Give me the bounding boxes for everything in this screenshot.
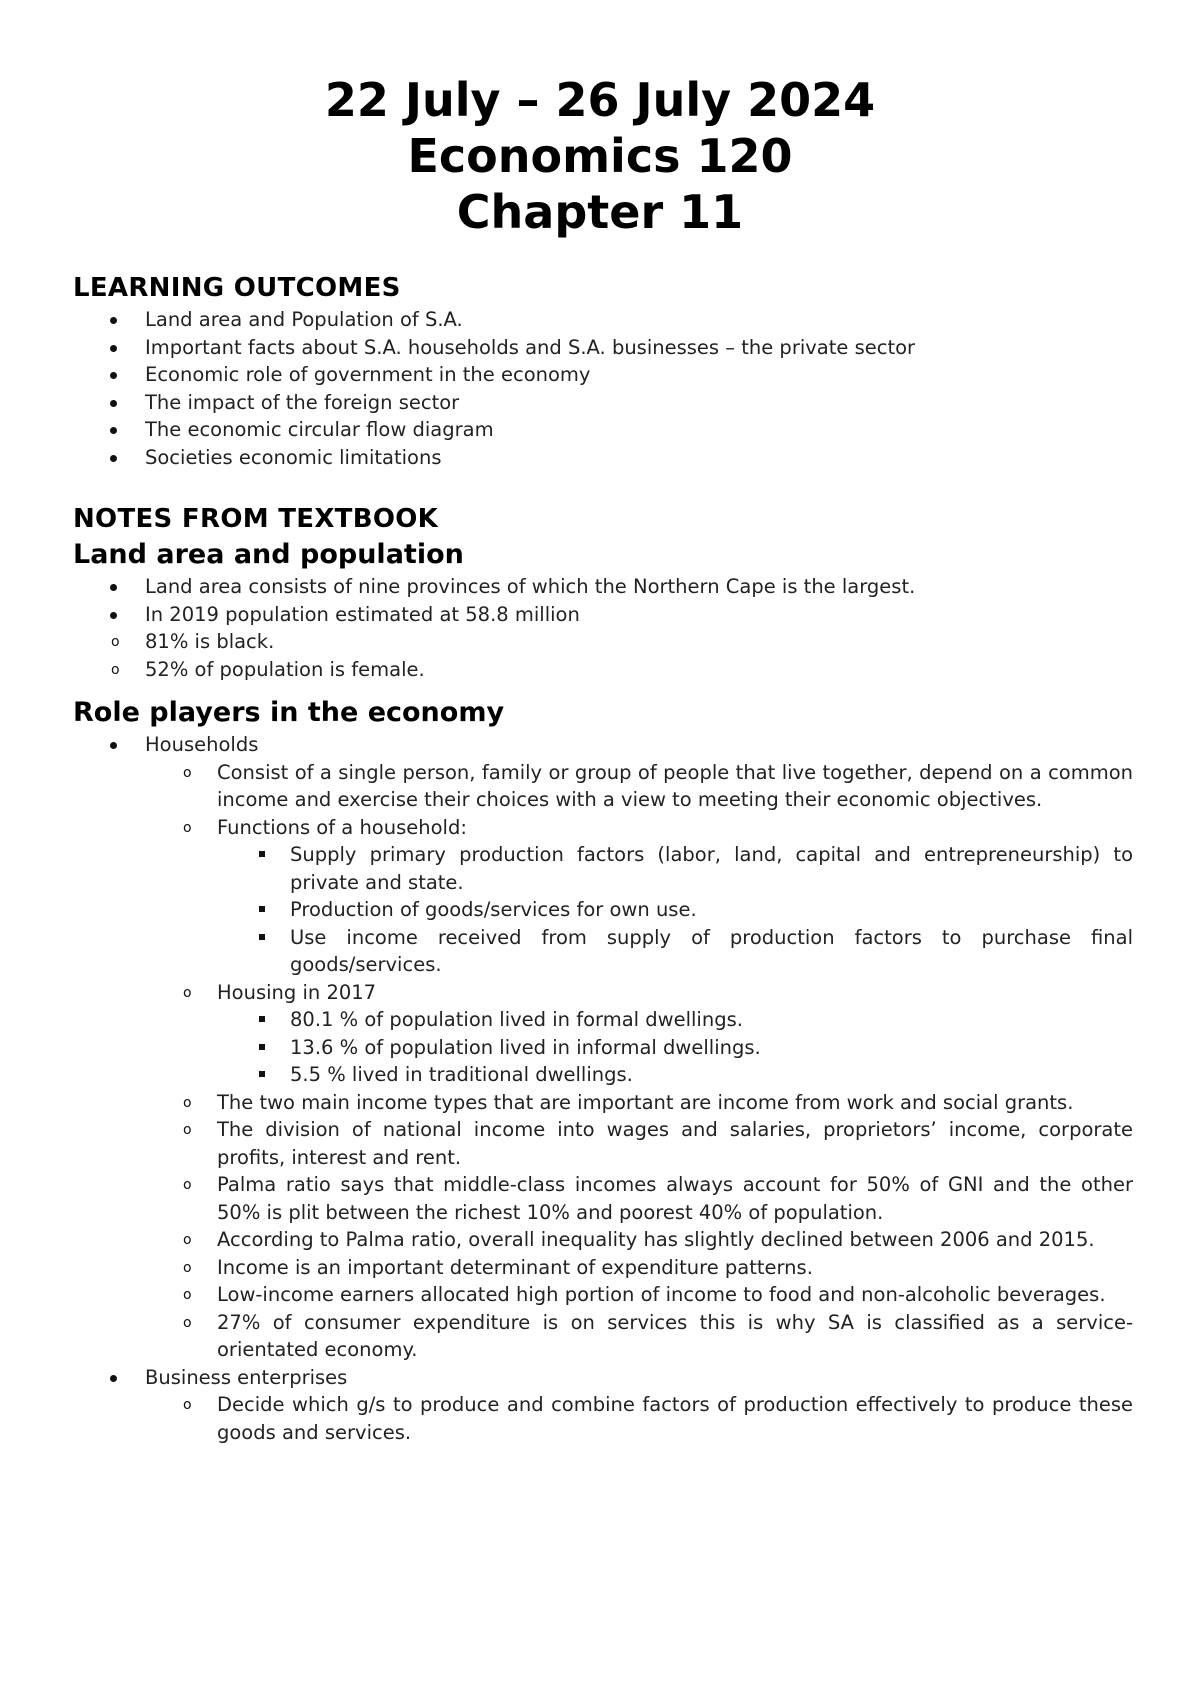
list-item-text: In 2019 population estimated at 58.8 million xyxy=(145,602,580,626)
learning-outcomes-list xyxy=(73,306,1133,471)
sub-sub-list-item: 5.5 % lived in traditional dwellings. xyxy=(217,1061,1133,1089)
title-course: Economics 120 xyxy=(407,129,793,183)
sub-list-item: o The two main income types that are important are income from work and social grants. xyxy=(145,1089,1133,1117)
sub-list-item: o Palma ratio says that middle-class incomes always account for 50% of GNI and the other 50% is plit between the richest 10% and poorest 40% of population. xyxy=(145,1171,1133,1226)
sub-list-item: o Income is an important determinant of expenditure patterns. xyxy=(145,1254,1133,1282)
list-item-text: Households xyxy=(145,733,259,756)
list-item xyxy=(73,573,1133,601)
list-item: Societies economic limitations xyxy=(73,444,1133,472)
sub-list-item: o According to Palma ratio, overall inequality has slightly declined between 2006 and 2015. xyxy=(145,1226,1133,1254)
sub-sub-list-item: 80.1 % of population lived in formal dwellings. xyxy=(217,1006,1133,1034)
sub-sub-list-item: Supply primary production factors (labor, land, capital and entrepreneurship) to private and state. xyxy=(217,841,1133,896)
list-item-text: Business enterprises xyxy=(145,1365,348,1389)
sub-list-item: o 52% of population is female. xyxy=(73,656,1133,684)
sub-sub-list-item: 13.6 % of population lived in informal dwellings. xyxy=(217,1034,1133,1062)
functions-sublist xyxy=(217,841,1133,979)
list-item-households xyxy=(73,731,1133,1364)
sub-list-item xyxy=(145,814,1133,979)
role-players-list xyxy=(73,731,1133,1446)
list-item: The impact of the foreign sector xyxy=(73,389,1133,417)
sub-list-item xyxy=(145,979,1133,1089)
land-area-heading: Land area and population xyxy=(73,539,464,570)
sub-sub-list-item: Production of goods/services for own use. xyxy=(217,896,1133,924)
sub-list-item: o The division of national income into wages and salaries, proprietors’ income, corporate profits, interest and rent. xyxy=(145,1116,1133,1171)
title-dates: 22 July – 26 July 2024 xyxy=(324,73,876,127)
learning-outcomes-heading: LEARNING OUTCOMES xyxy=(73,273,401,303)
title-block xyxy=(0,72,1200,240)
sub-list-item: o Low-income earners allocated high portion of income to food and non-alcoholic beverages. xyxy=(145,1281,1133,1309)
list-item: Important facts about S.A. households and S.A. businesses – the private sector xyxy=(73,334,1133,362)
population-sublist xyxy=(73,628,1133,683)
sub-list-item-text: Housing in 2017 xyxy=(217,980,377,1004)
list-item xyxy=(73,601,1133,684)
list-item: Land area and Population of S.A. xyxy=(73,306,1133,334)
document-body xyxy=(73,270,1133,1446)
sub-list-item: o 81% is black. xyxy=(73,628,1133,656)
notes-heading: NOTES FROM TEXTBOOK xyxy=(73,504,439,534)
sub-list-item: o Consist of a single person, family or group of people that live together, depend on a common income and exercise their choices with a view to meeting their economic objectives. xyxy=(145,759,1133,814)
role-players-heading: Role players in the economy xyxy=(73,697,505,728)
list-item: Economic role of government in the economy xyxy=(73,361,1133,389)
land-area-list xyxy=(73,573,1133,683)
business-sublist xyxy=(145,1391,1133,1446)
title-chapter: Chapter 11 xyxy=(456,185,744,239)
list-item-text: Land area consists of nine provinces of which the Northern Cape is the largest. xyxy=(145,575,916,598)
sub-sub-list-item: Use income received from supply of production factors to purchase final goods/services. xyxy=(217,924,1133,979)
households-sublist xyxy=(145,759,1133,1364)
housing-sublist xyxy=(217,1006,1133,1089)
list-item: The economic circular flow diagram xyxy=(73,416,1133,444)
sub-list-item: o Decide which g/s to produce and combine factors of production effectively to produce these goods and services. xyxy=(145,1391,1133,1446)
list-item-business xyxy=(73,1364,1133,1447)
sub-list-item: o 27% of consumer expenditure is on services this is why SA is classified as a service-orientated economy. xyxy=(145,1309,1133,1364)
sub-list-item-text: Functions of a household: xyxy=(217,815,467,839)
